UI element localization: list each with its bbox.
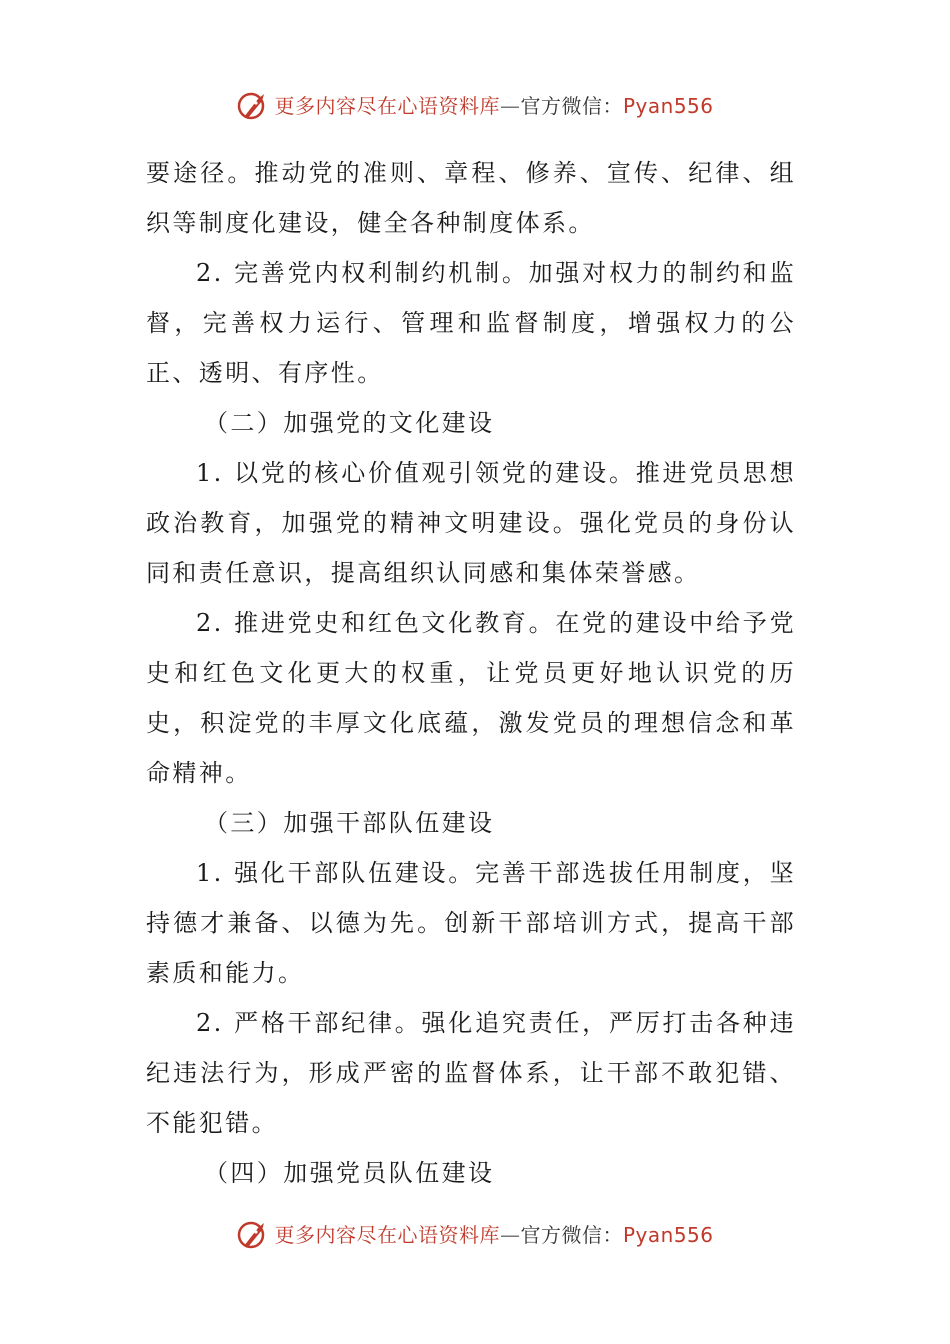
watermark-dash: — — [499, 94, 521, 118]
paragraph-item: 1. 以党的核心价值观引领党的建设。推进党员思想政治教育，加强党的精神文明建设。强化党员的身份认同和责任意识，提高组织认同感和集体荣誉感。 — [146, 459, 796, 587]
section-heading: （二）加强党的文化建设 — [204, 409, 495, 437]
paragraph-item: 2. 推进党史和红色文化教育。在党的建设中给予党史和红色文化更大的权重，让党员更好地认识党的历史，积淀党的丰厚文化底蕴，激发党员的理想信念和革命精神。 — [146, 609, 796, 787]
footer-watermark — [0, 1219, 950, 1251]
paragraph-item: 1. 强化干部队伍建设。完善干部选拔任用制度，坚持德才兼备、以德为先。创新干部培训方式，提高干部素质和能力。 — [146, 859, 796, 987]
section-heading: （三）加强干部队伍建设 — [204, 809, 495, 837]
paragraph-item: 2. 完善党内权利制约机制。加强对权力的制约和监督，完善权力运行、管理和监督制度，增强权力的公正、透明、有序性。 — [146, 259, 796, 387]
watermark-contact-id: Pyan556 — [622, 94, 714, 118]
header-watermark — [0, 90, 950, 122]
pen-nib-logo-icon — [236, 1219, 270, 1251]
watermark-contact-label: 官方微信： — [520, 1223, 623, 1247]
paragraph-item: 2. 严格干部纪律。强化追究责任，严厉打击各种违纪违法行为，形成严密的监督体系，让干部不敢犯错、不能犯错。 — [146, 1009, 796, 1137]
watermark-dash: — — [499, 1223, 521, 1247]
document-body — [146, 148, 796, 1198]
paragraph-continuation: 要途径。推动党的准则、章程、修养、宣传、纪律、组织等制度化建设，健全各种制度体系。 — [146, 159, 796, 237]
section-heading: （四）加强党员队伍建设 — [204, 1159, 495, 1187]
watermark-title: 更多内容尽在心语资料库 — [274, 1223, 500, 1247]
pen-nib-logo-icon — [236, 90, 270, 122]
watermark-contact-id: Pyan556 — [622, 1223, 714, 1247]
watermark-contact-label: 官方微信： — [520, 94, 623, 118]
watermark-title: 更多内容尽在心语资料库 — [274, 94, 500, 118]
